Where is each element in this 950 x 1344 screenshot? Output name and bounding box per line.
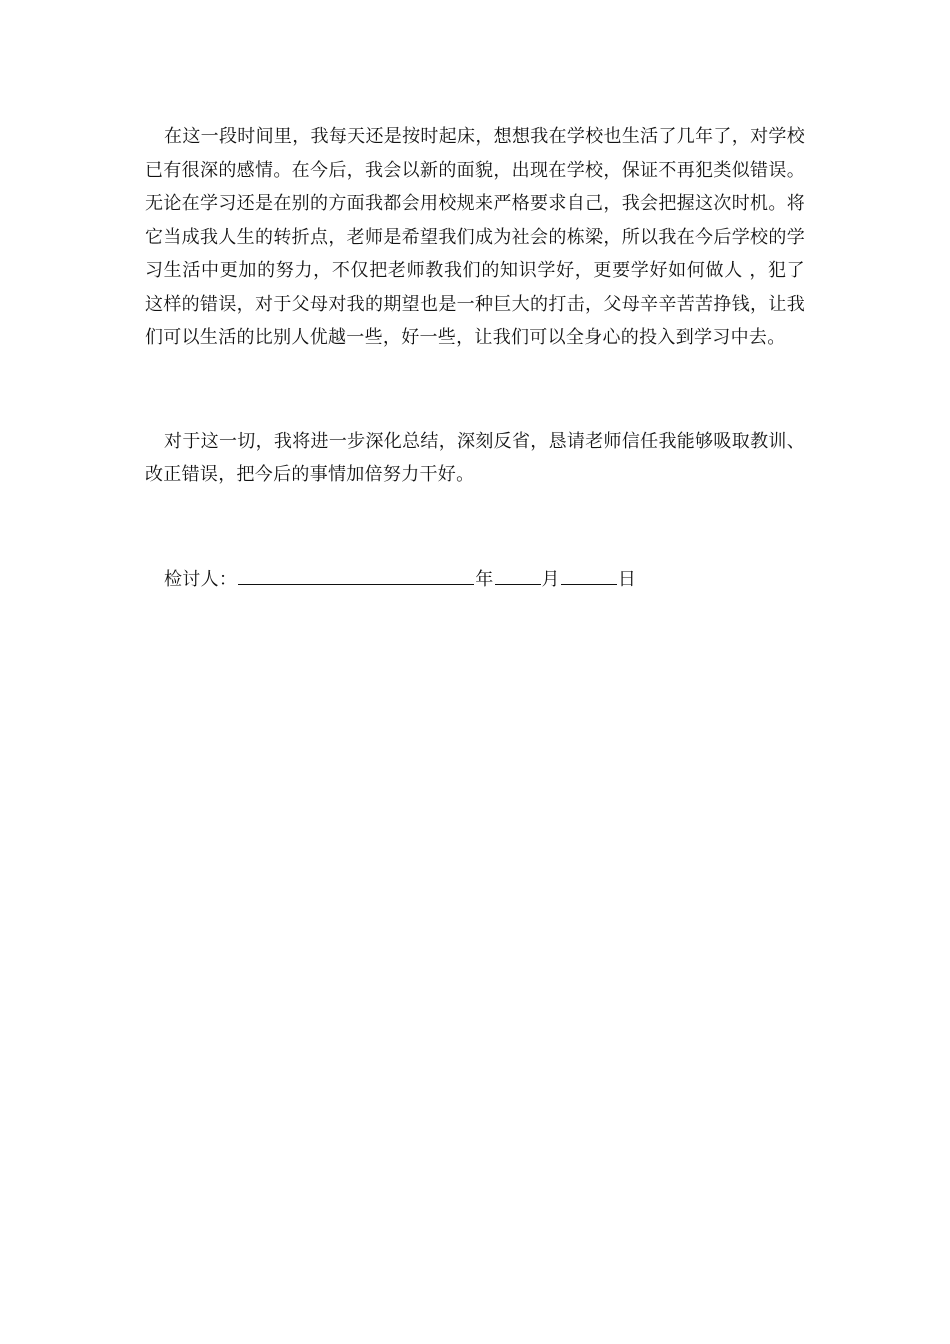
signature-year-blank xyxy=(495,562,541,585)
signature-day-label: 日 xyxy=(617,568,637,590)
paragraph-1: 在这一段时间里，我每天还是按时起床，想想我在学校也生活了几年了，对学校已有很深的感情。在今后，我会以新的面貌，出现在学校，保证不再犯类似错误。无论在学习还是在别的方面我都会用校规来严格要求自己，我会把握这次时机。将它当成我人生的转折点，老师是希望我们成为社会的栋梁，所以我在今后学校的学习生活中更加的努力，不仅把老师教我们的知识学好，更要学好如何做人 ，犯了这样的错误，对于父母对我的期望也是一种巨大的打击，父母辛辛苦苦挣钱，让我们可以生活的比别人优越一些，好一些，让我们可以全身心的投入到学习中去。 xyxy=(145,126,805,348)
signature-name-blank xyxy=(238,562,474,585)
signature-year-label: 年 xyxy=(475,568,494,590)
signature-line xyxy=(145,562,805,597)
document-body xyxy=(145,120,805,596)
paragraph-2: 对于这一切，我将进一步深化总结，深刻反省，恳请老师信任我能够吸取教训、改正错误，把今后的事情加倍努力干好。 xyxy=(145,430,805,485)
signature-month-label: 月 xyxy=(541,568,560,590)
signature-label: 检讨人： xyxy=(164,568,238,590)
signature-month-blank xyxy=(561,562,617,585)
